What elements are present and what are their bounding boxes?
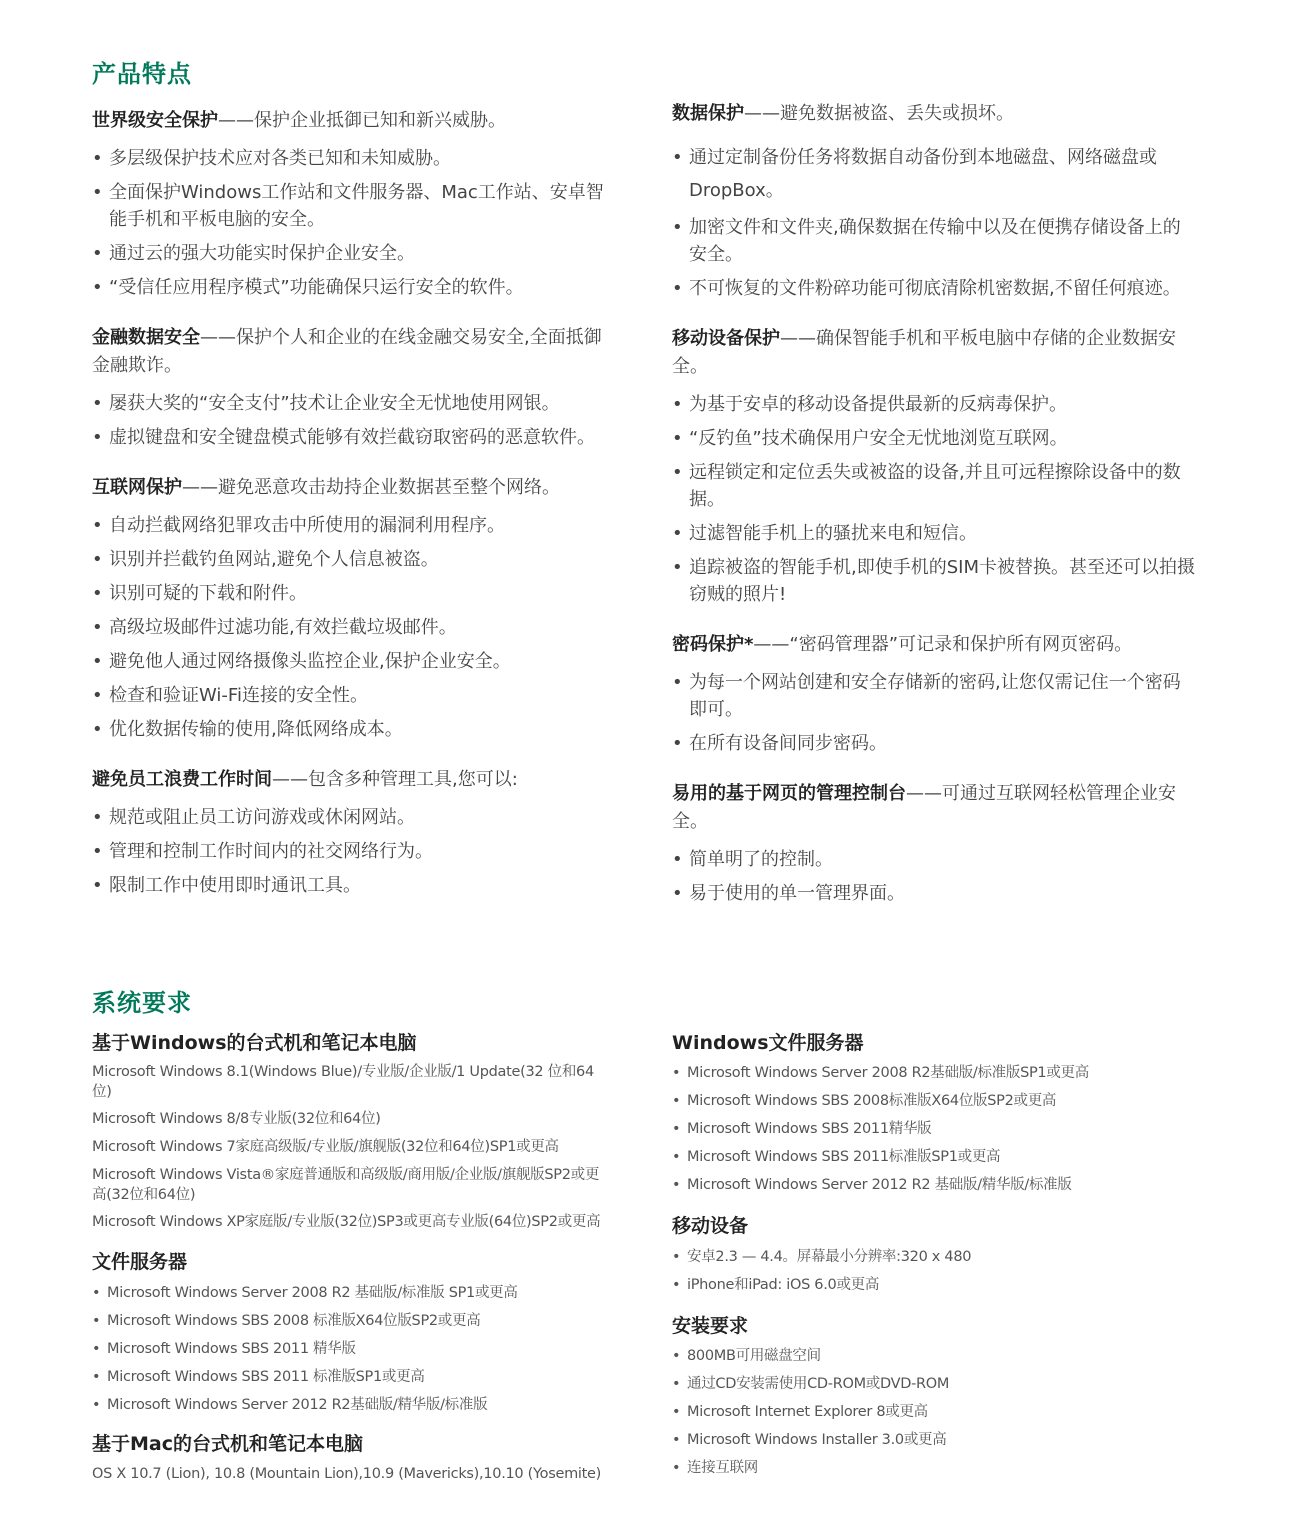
feature-heading-text: ——避免恶意攻击劫持企业数据甚至整个网络。 xyxy=(182,477,560,498)
list-item: • 为每一个网站创建和安全存储新的密码,让您仅需记住一个密码即可。 xyxy=(672,669,1197,723)
feature-heading-bold: 世界级安全保护 xyxy=(92,110,218,131)
requirements-left-column xyxy=(92,1034,612,1484)
feature-heading-text: ——避免数据被盗、丢失或损坏。 xyxy=(744,103,1014,124)
list-item: • Microsoft Windows SBS 2011 标准版SP1或更高 xyxy=(92,1367,612,1395)
list-item: • 高级垃圾邮件过滤功能,有效拦截垃圾邮件。 xyxy=(92,614,617,641)
list-item: • Microsoft Internet Explorer 8或更高 xyxy=(672,1402,1192,1430)
feature-list xyxy=(672,669,1197,757)
list-item: • 优化数据传输的使用,降低网络成本。 xyxy=(92,716,617,743)
list-item: • 远程锁定和定位丢失或被盗的设备,并且可远程擦除设备中的数据。 xyxy=(672,459,1197,513)
feature-heading xyxy=(92,107,617,135)
requirement-line: Microsoft Windows 8.1(Windows Blue)/专业版/企业版/1 Update(32 位和64位) xyxy=(92,1064,594,1100)
list-item: • 识别可疑的下载和附件。 xyxy=(92,580,617,607)
requirements-title: 系统要求 xyxy=(92,989,192,1017)
requirement-line: OS X 10.7 (Lion), 10.8 (Mountain Lion),10.9 (Mavericks),10.10 (Yosemite) xyxy=(92,1466,602,1482)
feature-heading xyxy=(672,631,1197,659)
list-item: • 易于使用的单一管理界面。 xyxy=(672,880,1197,907)
feature-heading-bold: 移动设备保护 xyxy=(672,328,780,349)
list-item: • 管理和控制工作时间内的社交网络行为。 xyxy=(92,838,617,865)
feature-heading-text: ——保护企业抵御已知和新兴威胁。 xyxy=(218,110,506,131)
feature-heading-text: ——包含多种管理工具,您可以: xyxy=(272,769,518,790)
feature-list xyxy=(672,391,1197,608)
list-item: • 识别并拦截钓鱼网站,避免个人信息被盗。 xyxy=(92,546,617,573)
requirements-right-column xyxy=(672,1034,1192,1486)
feature-heading xyxy=(92,766,617,794)
feature-heading xyxy=(672,780,1197,836)
list-item: • 虚拟键盘和安全键盘模式能够有效拦截窃取密码的恶意软件。 xyxy=(92,424,617,451)
list-item: • Microsoft Windows SBS 2011精华版 xyxy=(672,1119,1192,1147)
requirement-line: Microsoft Windows Vista®家庭普通版和高级版/商用版/企业版/旗舰版SP2或更高(32位和64位) xyxy=(92,1167,600,1203)
list-item: • 规范或阻止员工访问游戏或休闲网站。 xyxy=(92,804,617,831)
feature-list xyxy=(92,390,617,451)
list-item: • 全面保护Windows工作站和文件服务器、Mac工作站、安卓智能手机和平板电脑的安全。 xyxy=(92,179,617,233)
list-item: • iPhone和iPad: iOS 6.0或更高 xyxy=(672,1275,1192,1303)
features-right-column xyxy=(672,100,1197,907)
list-item: • Microsoft Windows SBS 2011 精华版 xyxy=(92,1339,612,1367)
feature-heading-bold: 易用的基于网页的管理控制台 xyxy=(672,783,906,804)
feature-list xyxy=(672,141,1197,302)
list-item: • 通过CD安装需使用CD-ROM或DVD-ROM xyxy=(672,1374,1192,1402)
list-item: • 为基于安卓的移动设备提供最新的反病毒保护。 xyxy=(672,391,1197,418)
feature-heading-text: ——“密码管理器”可记录和保护所有网页密码。 xyxy=(753,634,1133,655)
list-item: • Microsoft Windows SBS 2008标准版X64位版SP2或更高 xyxy=(672,1091,1192,1119)
feature-list xyxy=(92,804,617,899)
list-item: • Microsoft Windows SBS 2011标准版SP1或更高 xyxy=(672,1147,1192,1175)
feature-heading-text: ——可通过互联网轻松管理企业安全。 xyxy=(672,783,1176,832)
features-left-column xyxy=(92,107,617,899)
list-item: • 简单明了的控制。 xyxy=(672,846,1197,873)
list-item: • “受信任应用程序模式”功能确保只运行安全的软件。 xyxy=(92,274,617,301)
list-item: • “反钓鱼”技术确保用户安全无忧地浏览互联网。 xyxy=(672,425,1197,452)
list-item: • 检查和验证Wi-Fi连接的安全性。 xyxy=(92,682,617,709)
requirement-line: Microsoft Windows 8/8专业版(32位和64位) xyxy=(92,1111,381,1127)
list-item: • 连接互联网 xyxy=(672,1458,1192,1486)
list-item: • Microsoft Windows Installer 3.0或更高 xyxy=(672,1430,1192,1458)
list-item: • 在所有设备间同步密码。 xyxy=(672,730,1197,757)
list-item: • 屡获大奖的“安全支付”技术让企业安全无忧地使用网银。 xyxy=(92,390,617,417)
mobile-list xyxy=(672,1247,1192,1303)
list-item: • 800MB可用磁盘空间 xyxy=(672,1346,1192,1374)
list-item: • 加密文件和文件夹,确保数据在传输中以及在便携存储设备上的安全。 xyxy=(672,214,1197,268)
feature-heading xyxy=(672,325,1197,381)
feature-list xyxy=(92,512,617,743)
feature-heading-bold: 密码保护* xyxy=(672,634,754,655)
windows-pc-title: 基于Windows的台式机和笔记本电脑 xyxy=(92,1032,417,1054)
list-item: • 自动拦截网络犯罪攻击中所使用的漏洞利用程序。 xyxy=(92,512,617,539)
windows-file-server-list xyxy=(672,1063,1192,1203)
feature-heading-bold: 避免员工浪费工作时间 xyxy=(92,769,272,790)
list-item: • 追踪被盗的智能手机,即使手机的SIM卡被替换。甚至还可以拍摄窃贼的照片! xyxy=(672,554,1197,608)
install-title: 安装要求 xyxy=(672,1315,749,1337)
list-item: • 安卓2.3 — 4.4。屏幕最小分辨率:320 x 480 xyxy=(672,1247,1192,1275)
requirement-line: Microsoft Windows XP家庭版/专业版(32位)SP3或更高专业版(64位)SP2或更高 xyxy=(92,1214,601,1230)
list-item: • Microsoft Windows SBS 2008 标准版X64位版SP2或更高 xyxy=(92,1311,612,1339)
feature-list xyxy=(672,846,1197,907)
mobile-title: 移动设备 xyxy=(672,1215,749,1237)
feature-heading-bold: 数据保护 xyxy=(672,103,744,124)
list-item: • 避免他人通过网络摄像头监控企业,保护企业安全。 xyxy=(92,648,617,675)
feature-heading-bold: 互联网保护 xyxy=(92,477,182,498)
feature-heading-text: ——确保智能手机和平板电脑中存储的企业数据安全。 xyxy=(672,328,1176,377)
feature-heading-text: ——保护个人和企业的在线金融交易安全,全面抵御金融欺诈。 xyxy=(92,327,602,376)
list-item: • 限制工作中使用即时通讯工具。 xyxy=(92,872,617,899)
feature-heading xyxy=(672,100,1197,128)
feature-heading-bold: 金融数据安全 xyxy=(92,327,200,348)
list-item: • Microsoft Windows Server 2008 R2基础版/标准版SP1或更高 xyxy=(672,1063,1192,1091)
install-list xyxy=(672,1346,1192,1486)
list-item: • Microsoft Windows Server 2012 R2基础版/精华版/标准版 xyxy=(92,1395,612,1423)
feature-heading xyxy=(92,324,617,380)
feature-heading xyxy=(92,474,617,502)
list-item: • 通过云的强大功能实时保护企业安全。 xyxy=(92,240,617,267)
list-item: • 过滤智能手机上的骚扰来电和短信。 xyxy=(672,520,1197,547)
list-item: • Microsoft Windows Server 2008 R2 基础版/标准版 SP1或更高 xyxy=(92,1283,612,1311)
list-item: • 多层级保护技术应对各类已知和未知威胁。 xyxy=(92,145,617,172)
windows-file-server-title: Windows文件服务器 xyxy=(672,1032,864,1054)
list-item: • 通过定制备份任务将数据自动备份到本地磁盘、网络磁盘或 DropBox。 xyxy=(672,141,1197,207)
mac-title: 基于Mac的台式机和笔记本电脑 xyxy=(92,1433,363,1455)
feature-list xyxy=(92,145,617,301)
list-item: • Microsoft Windows Server 2012 R2 基础版/精华版/标准版 xyxy=(672,1175,1192,1203)
requirement-line: Microsoft Windows 7家庭高级版/专业版/旗舰版(32位和64位)SP1或更高 xyxy=(92,1139,559,1155)
file-server-list xyxy=(92,1283,612,1423)
file-server-title: 文件服务器 xyxy=(92,1251,188,1273)
features-title: 产品特点 xyxy=(92,60,192,88)
list-item: • 不可恢复的文件粉碎功能可彻底清除机密数据,不留任何痕迹。 xyxy=(672,275,1197,302)
